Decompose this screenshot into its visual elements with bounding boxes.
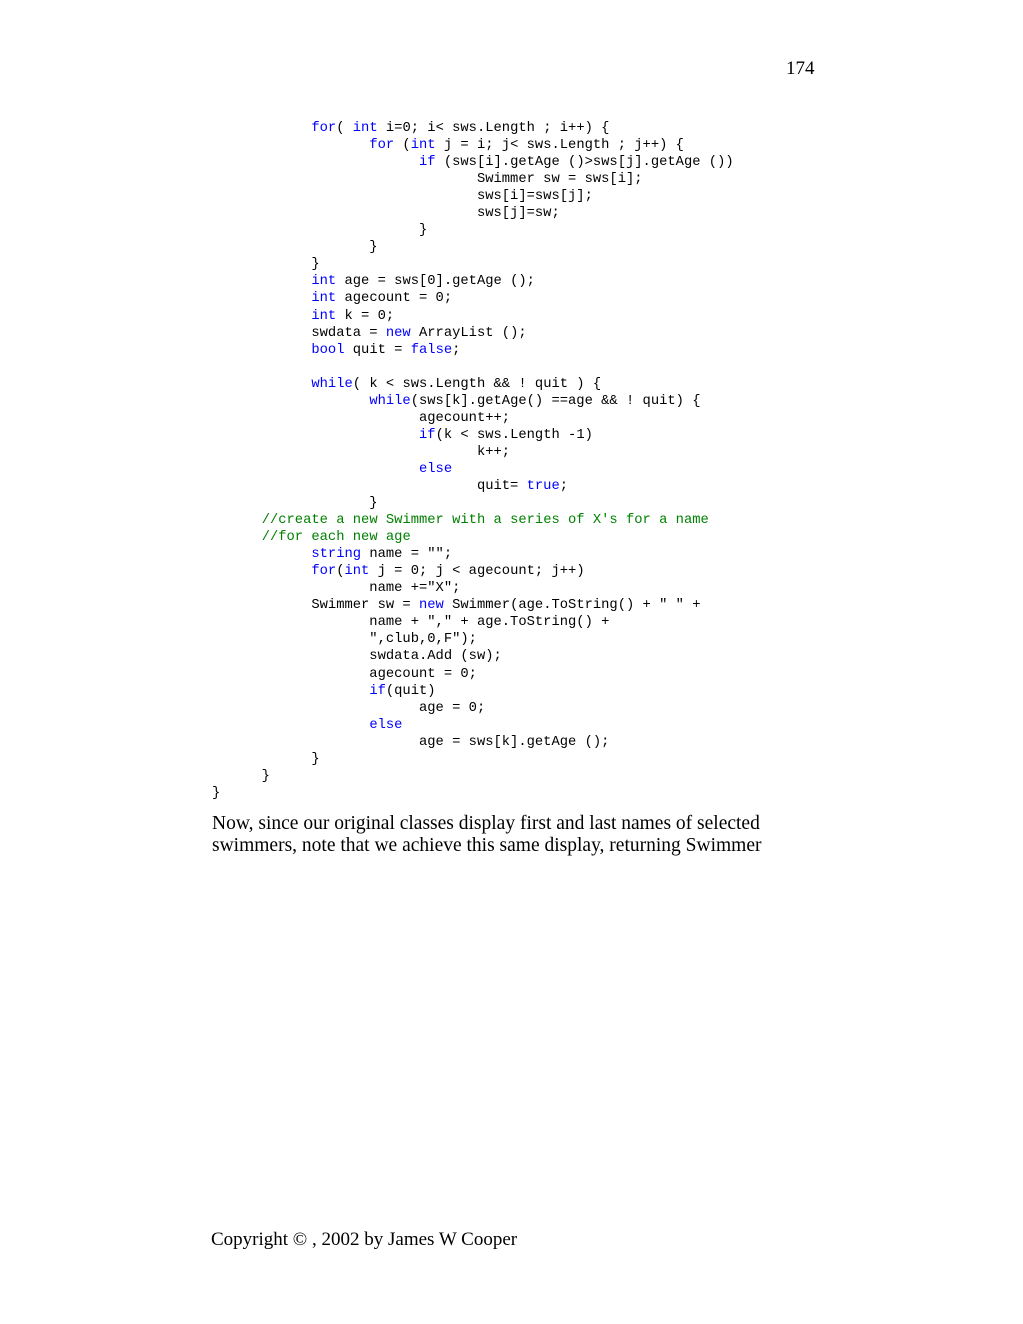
code-text: (sws[i].getAge ()>sws[j].getAge ()) <box>435 155 734 171</box>
code-text: ( k < sws.Length && ! quit ) { <box>352 376 602 392</box>
code-line <box>212 444 734 461</box>
code-line <box>212 495 734 512</box>
code-line <box>212 325 734 342</box>
paragraph-line: Now, since our original classes display first and last names of selected <box>212 813 760 834</box>
code-text <box>212 343 311 358</box>
code-text: } <box>212 223 428 239</box>
code-text <box>212 138 369 153</box>
code-line <box>212 120 734 137</box>
code-line <box>212 717 734 734</box>
code-comment: //create a new Swimmer with a series of X's for a name <box>261 513 709 529</box>
code-text: k = 0; <box>336 308 395 324</box>
code-keyword: while <box>369 393 411 409</box>
code-keyword: new <box>419 598 444 614</box>
code-line <box>212 188 734 205</box>
code-text: } <box>212 496 378 512</box>
code-text <box>212 547 311 562</box>
code-text: sws[i]=sws[j]; <box>212 189 593 205</box>
code-line <box>212 393 734 410</box>
code-line <box>212 359 734 376</box>
code-line <box>212 239 734 256</box>
code-line <box>212 546 734 563</box>
code-text <box>212 274 311 289</box>
code-text: ( <box>336 564 345 580</box>
code-line <box>212 410 734 427</box>
code-text: ( <box>336 121 353 136</box>
code-text: i=0; i< sws.Length ; i++) { <box>377 121 610 136</box>
code-text: swdata = <box>212 325 386 341</box>
body-paragraph <box>212 813 812 857</box>
code-keyword: if <box>419 427 436 443</box>
code-keyword: if <box>419 155 436 171</box>
code-text: ; <box>559 478 569 494</box>
code-keyword: string <box>311 547 362 563</box>
code-text: k++; <box>212 444 511 460</box>
code-comment: //for each new age <box>261 530 411 546</box>
code-text: agecount++; <box>212 410 511 426</box>
code-text: (sws[k].getAge() ==age && ! quit) { <box>410 393 701 409</box>
code-text: } <box>212 768 270 784</box>
copyright-footer: Copyright © , 2002 by James W Cooper <box>211 1229 518 1250</box>
code-text: age = sws[k].getAge (); <box>212 734 610 750</box>
code-text <box>212 309 311 324</box>
code-text: quit= <box>212 478 527 494</box>
code-listing <box>212 120 734 802</box>
code-keyword: int <box>311 291 337 307</box>
code-line <box>212 222 734 239</box>
code-line <box>212 529 734 546</box>
code-text: age = 0; <box>212 700 486 716</box>
code-keyword: if <box>369 683 386 699</box>
code-line <box>212 700 734 717</box>
code-text: age = sws[0].getAge (); <box>336 274 535 290</box>
code-line <box>212 597 734 614</box>
code-text: name +="X"; <box>212 581 461 597</box>
code-keyword: for <box>311 564 337 580</box>
code-text: j = 0; j < agecount; j++) <box>369 564 585 580</box>
code-line <box>212 290 734 307</box>
code-line <box>212 631 734 648</box>
code-line <box>212 648 734 665</box>
code-text: Swimmer(age.ToString() + " " + <box>443 598 701 614</box>
code-text <box>212 462 419 477</box>
code-line <box>212 342 734 359</box>
code-keyword: while <box>311 376 353 392</box>
code-text: ( <box>394 138 411 154</box>
page-number: 174 <box>786 58 815 79</box>
code-line <box>212 683 734 700</box>
code-text: ",club,0,F"); <box>212 632 477 648</box>
code-text: } <box>212 257 320 273</box>
code-keyword: new <box>385 325 411 341</box>
code-text <box>212 291 311 306</box>
code-text <box>212 530 262 545</box>
code-line <box>212 461 734 478</box>
code-keyword: bool <box>311 342 345 358</box>
code-keyword: int <box>410 138 436 154</box>
code-keyword: true <box>526 478 560 494</box>
code-text: } <box>212 751 320 767</box>
code-keyword: int <box>311 274 337 290</box>
paragraph-line: swimmers, note that we achieve this same display, returning Swimmer <box>212 835 762 856</box>
code-text: agecount = 0; <box>212 666 477 682</box>
code-text: } <box>212 785 221 801</box>
code-keyword: int <box>311 308 337 324</box>
code-text <box>212 428 419 443</box>
code-text: name + "," + age.ToString() + <box>212 615 610 631</box>
code-text <box>212 394 369 409</box>
code-line <box>212 256 734 273</box>
code-line <box>212 154 734 171</box>
code-text: Swimmer sw = sws[i]; <box>212 172 643 188</box>
code-text <box>212 377 311 392</box>
code-keyword: false <box>410 342 453 358</box>
code-line <box>212 563 734 580</box>
code-text: Swimmer sw = <box>212 598 419 614</box>
code-text: ArrayList (); <box>410 325 527 341</box>
code-text <box>212 564 311 579</box>
code-line <box>212 308 734 325</box>
code-text: } <box>212 240 378 256</box>
code-line <box>212 614 734 631</box>
code-keyword: else <box>369 717 403 733</box>
code-line <box>212 171 734 188</box>
code-text: j = i; j< sws.Length ; j++) { <box>435 138 684 154</box>
code-line <box>212 734 734 751</box>
code-line <box>212 137 734 154</box>
code-line <box>212 512 734 529</box>
code-text: sws[j]=sw; <box>212 206 560 222</box>
code-line <box>212 785 734 802</box>
code-line <box>212 273 734 290</box>
code-text <box>212 684 369 699</box>
code-text: (quit) <box>385 683 436 699</box>
code-line <box>212 478 734 495</box>
code-keyword: int <box>344 564 370 580</box>
code-text <box>212 155 419 170</box>
code-keyword: else <box>419 461 453 477</box>
code-text <box>212 718 369 733</box>
code-text: ; <box>452 342 461 358</box>
code-line <box>212 427 734 444</box>
code-text: swdata.Add (sw); <box>212 649 502 665</box>
code-keyword: for <box>311 121 337 136</box>
code-keyword: int <box>352 121 378 136</box>
code-text: quit = <box>344 342 411 358</box>
code-text <box>212 121 311 136</box>
code-line <box>212 666 734 683</box>
code-text: agecount = 0; <box>336 291 453 307</box>
code-line <box>212 768 734 785</box>
code-text: name = ""; <box>361 547 453 563</box>
code-text: (k < sws.Length -1) <box>435 427 593 443</box>
code-text <box>212 513 262 528</box>
code-line <box>212 376 734 393</box>
code-keyword: for <box>369 138 395 154</box>
code-line <box>212 205 734 222</box>
code-line <box>212 751 734 768</box>
code-line <box>212 580 734 597</box>
